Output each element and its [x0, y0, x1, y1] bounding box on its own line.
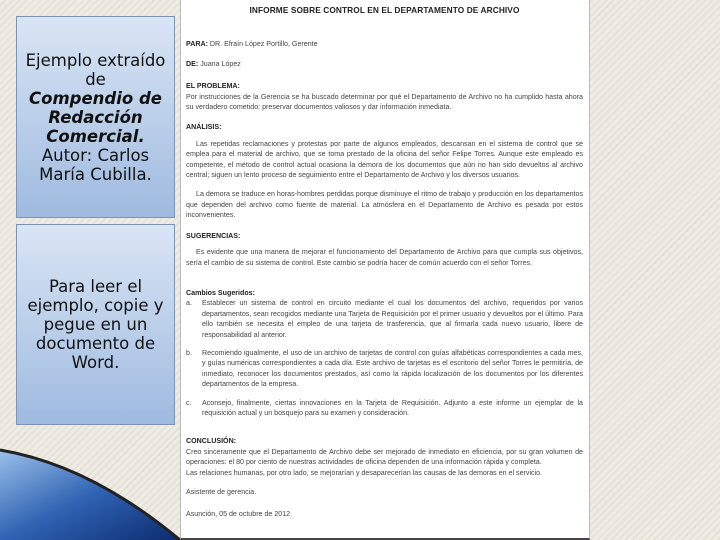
- list-item: b. Recomiendo igualmente, el uso de un archivo de tarjetas de control con guías alfabéticas correspondientes a cada mes, y guías numéricas correspondientes a cada día. Este archivo de tarjetas es el escritorio del señor Torres le permitiría, de inmediato, reconocer los documentos prestados, así como la rápida localización de los documentos por los diferentes departamentos de la empresa.: [186, 348, 583, 389]
- problema-text: Por instrucciones de la Gerencia se ha buscado determinar por qué el Departamento de Archivo no ha cumplido hasta ahora su verdadero cometido: preservar documentos valiosos y dar información inmediata.: [186, 92, 583, 112]
- source-info-box: [16, 16, 175, 218]
- source-intro: Ejemplo extraído de: [25, 50, 166, 89]
- sugerencias-text: Es evidente que una manera de mejorar el funcionamiento del Departamento de Archivo para que cumpla sus objetivos, sería el cambio de su sistema de control. Este cambio se podría hacer de común acuerdo con el señor Torres.: [186, 248, 583, 267]
- analisis-paragraph: La demora se traduce en horas-hombres perdidas porque disminuye el ritmo de trabajo y producción en los departamentos que dependen del archivo como fuente de material. La atmósfera en el Departamento de Archivo es pesada por estos inconvenientes.: [186, 190, 583, 220]
- decorative-swoosh: [0, 440, 180, 540]
- de-line: DE: Juana López: [186, 59, 241, 68]
- instruction-box: [16, 224, 175, 425]
- cambios-heading: Cambios Sugeridos:: [186, 288, 255, 297]
- date: Asunción, 05 de octubre de 2012: [186, 510, 291, 519]
- conclusion-text: Creo sinceramente que el Departamento de Archivo debe ser mejorado de inmediato en eficiencia, por su gran volumen de operaciones: el 80 por ciento de nuestras actividades de oficina dependen de una información rápida y completa.: [186, 447, 583, 467]
- analisis-paragraph: Las repetidas reclamaciones y protestas por parte de algunos empleados, descansan en el sistema de control que se emplea para el material de archivo, que se toma prestado de la oficina del señor Felipe Torres. Aunque este empleado es competente, el método de control actual ocasiona la demora de los documentos que aún no han sido devueltos al archivo central; siguen un lento proceso de seguimiento entre el Departamento de Archivo y los diversos usuarios.: [186, 139, 583, 180]
- para-line: PARA: DR. Efraín López Portillo, Gerente: [186, 40, 318, 49]
- report-document[interactable]: [180, 0, 590, 540]
- list-item: a. Establecer un sistema de control en circuito mediante el cual los documentos del archivo, requeridos por varios departamentos, sean recogidos mediante una Tarjeta de Requisición por el primer usuario y devueltos por el último. Para ello también se necesita el empleo de una tarjeta de trasferencia, que al firmarla cada nuevo usuario, libere de responsabilidad al anterior.: [186, 299, 583, 339]
- analisis-heading: ANÁLISIS:: [186, 123, 222, 132]
- conclusion-heading: CONCLUSIÓN:: [186, 437, 237, 446]
- sugerencias-heading: SUGERENCIAS:: [186, 231, 241, 240]
- instruction-text: Para leer el ejemplo, copie y pegue en un documento de Word.: [27, 277, 164, 372]
- report-title: INFORME SOBRE CONTROL EN EL DEPARTAMENTO DE ARCHIVO: [249, 5, 520, 15]
- author: Autor: Carlos María Cubilla.: [39, 145, 152, 184]
- signature: Asistente de gerencia.: [186, 488, 257, 496]
- book-title: Compendio de Redacción Comercial.: [29, 88, 162, 146]
- conclusion-text: Las relaciones humanas, por otro lado, se mejorarían y desaparecerían las causas de las demoras en el servicio.: [186, 468, 543, 477]
- problema-heading: EL PROBLEMA:: [186, 82, 240, 91]
- list-item: c. Aconsejo, finalmente, ciertas innovaciones en la Tarjeta de Requisición. Adjunto a este informe un ejemplar de la requisición actual y un bosquejo para su examen y consideración.: [186, 398, 583, 417]
